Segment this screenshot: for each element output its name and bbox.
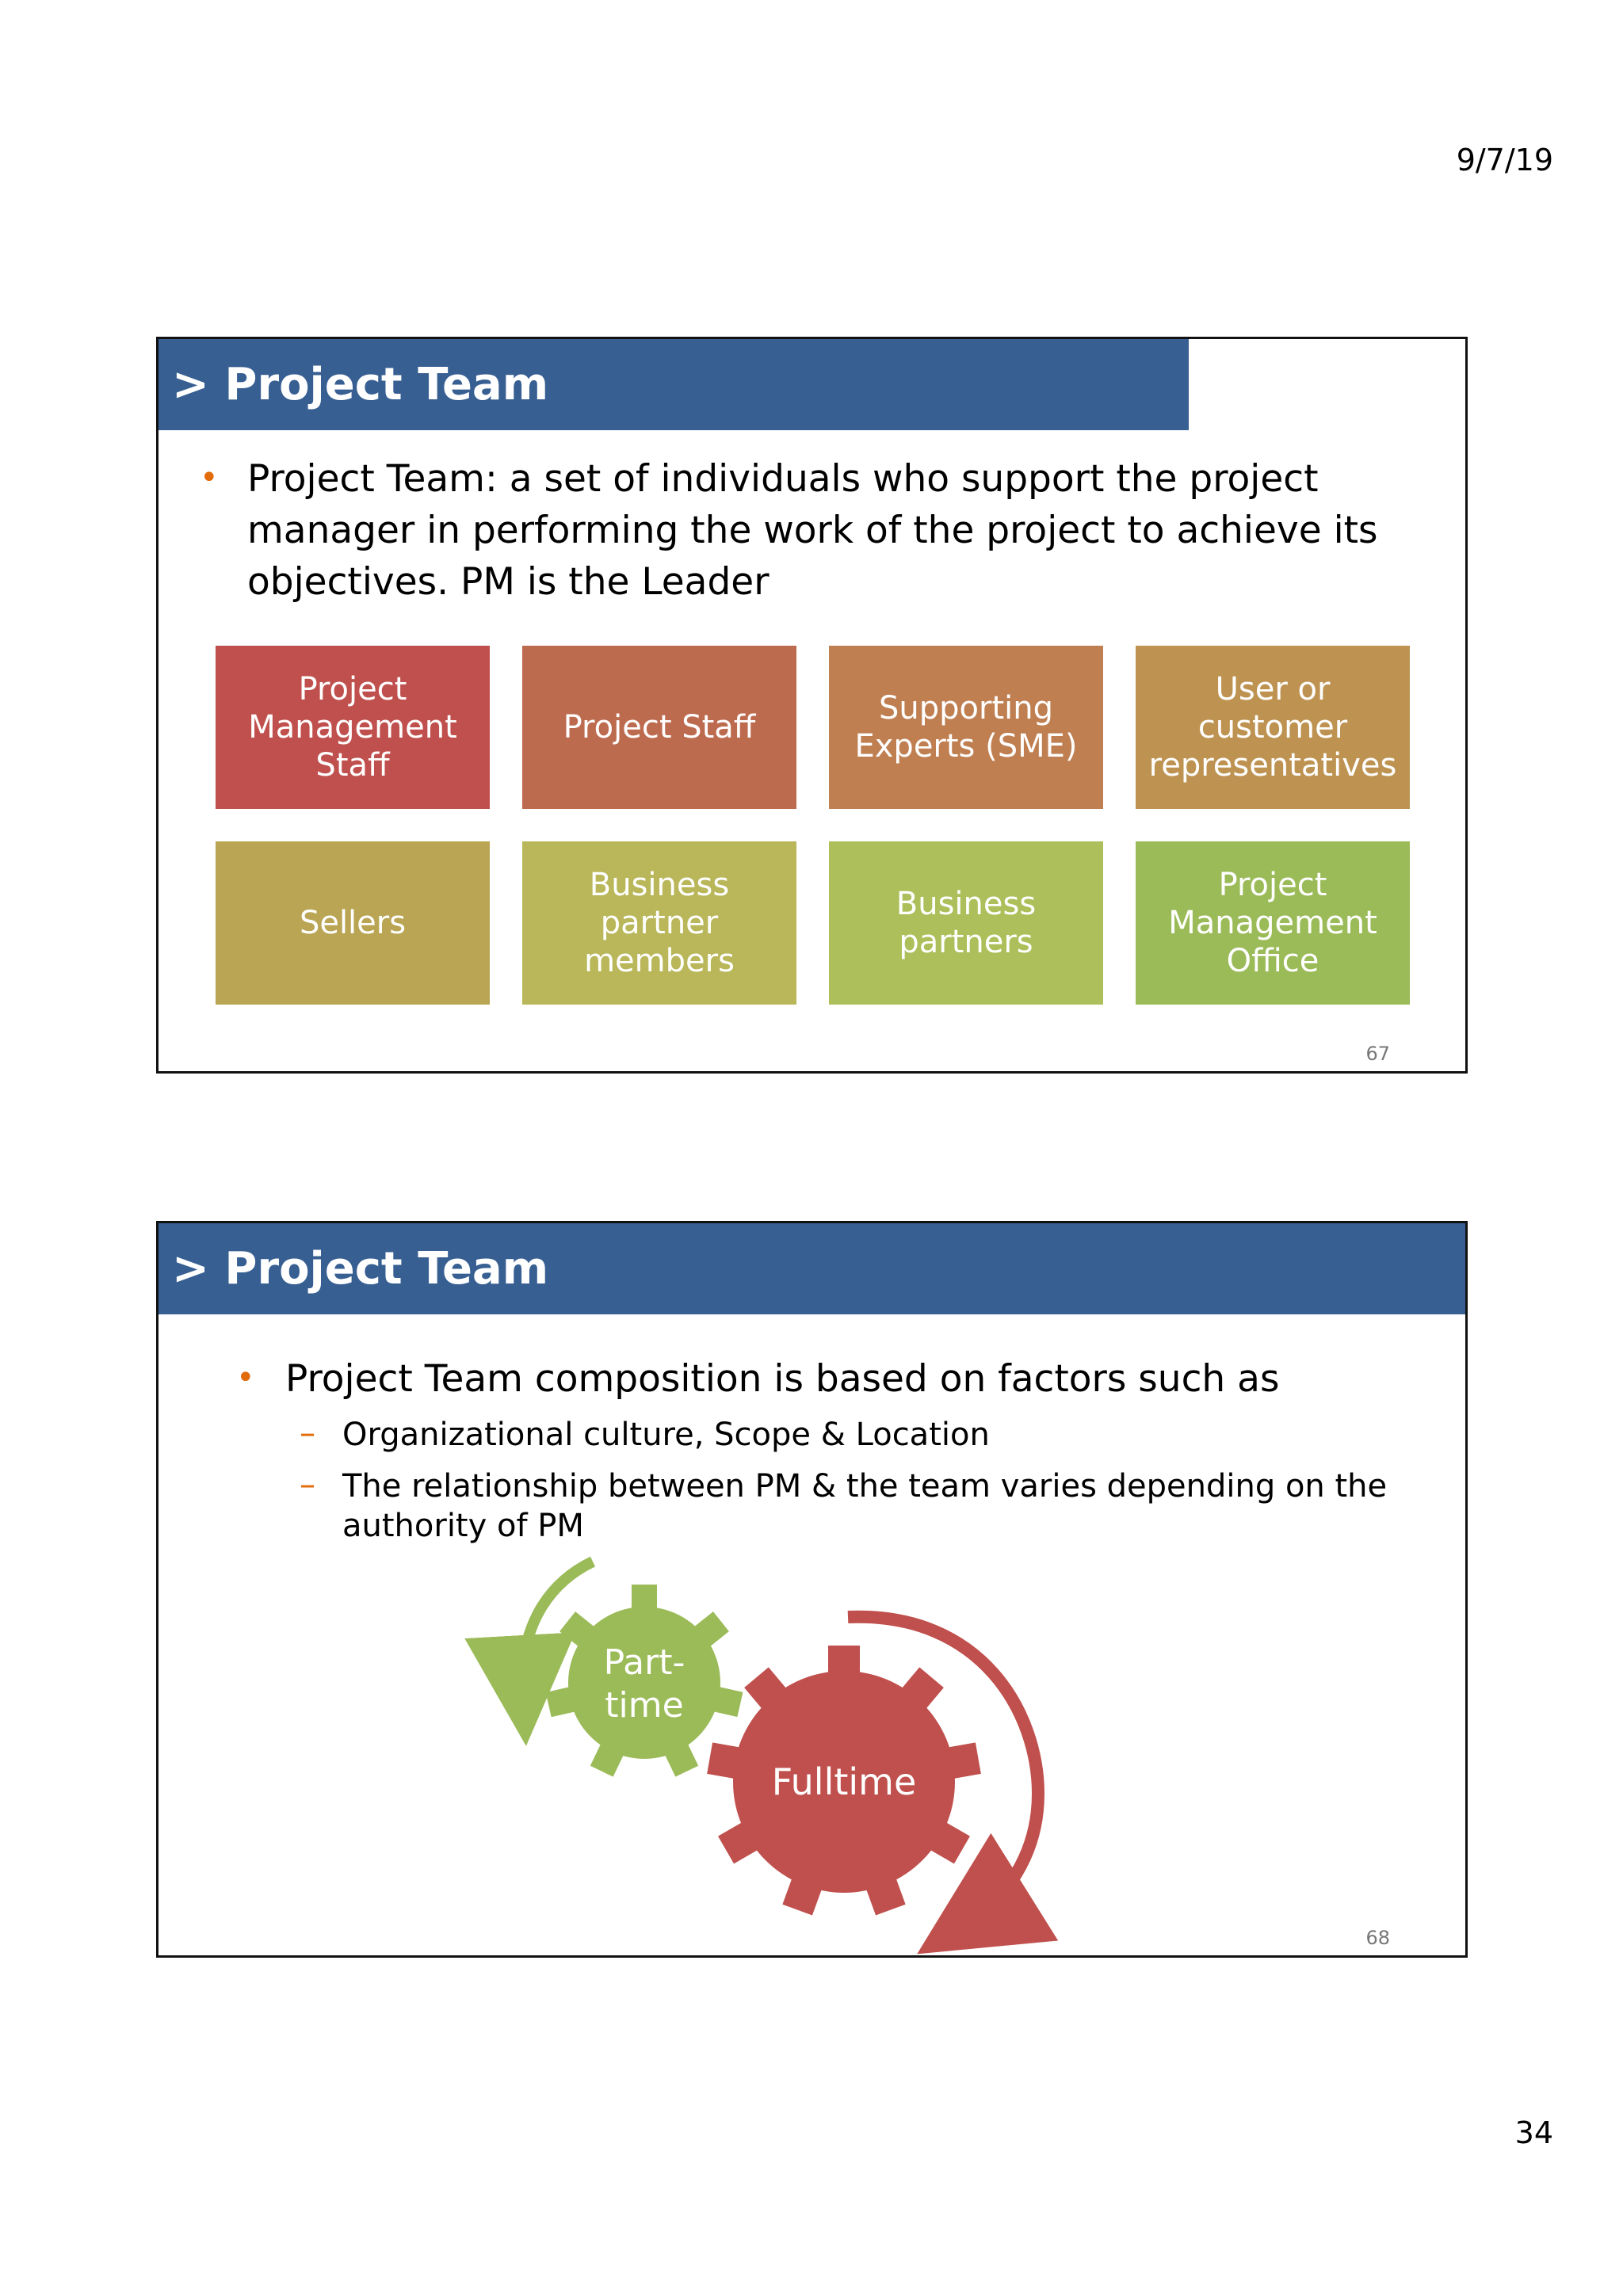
team-box (522, 646, 796, 809)
gear-label-fulltime: Fulltime (771, 1760, 917, 1803)
gear-label-parttime (565, 1642, 724, 1727)
box-label: Supporting Experts (SME) (854, 690, 1078, 765)
slide-title: > Project Team (158, 1223, 1465, 1314)
dash-icon: – (300, 1415, 315, 1451)
team-box (522, 841, 796, 1005)
box-label: Business partner members (584, 867, 735, 979)
team-box (216, 646, 490, 809)
bullet-icon: • (200, 460, 219, 496)
box-label: Project Management Office (1168, 867, 1377, 979)
team-box (829, 841, 1103, 1005)
page-date: 9/7/19 (1456, 143, 1553, 177)
team-box (1136, 646, 1410, 809)
box-label: Business partners (896, 886, 1037, 960)
box-label: User or customer representatives (1148, 671, 1397, 784)
gear-label-line: Part- (603, 1642, 685, 1683)
team-box (1136, 841, 1410, 1005)
sub-bullet: The relationship between PM & the team varies depending on the authority of PM (342, 1468, 1388, 1544)
box-label: Sellers (299, 905, 407, 941)
slide-number: 67 (1365, 1043, 1390, 1065)
slide-number: 68 (1365, 1927, 1390, 1949)
team-box (829, 646, 1103, 809)
dash-icon: – (300, 1466, 315, 1503)
team-box (216, 841, 490, 1005)
sub-bullet: Organizational culture, Scope & Location (342, 1417, 990, 1453)
slide-68 (156, 1221, 1468, 1958)
gear-label-line: time (605, 1685, 684, 1726)
gear-diagram (158, 1223, 1465, 1955)
slide-67 (156, 337, 1468, 1074)
bullet-icon: • (236, 1360, 255, 1396)
bullet-text: Project Team composition is based on factors such as (285, 1357, 1280, 1401)
bullet-text: Project Team: a set of individuals who support the project manager in performing the work of the project to achieve its objectives. PM is the Leader (247, 457, 1378, 604)
page-number: 34 (1514, 2115, 1553, 2150)
box-label: Project Management Staff (248, 671, 457, 784)
box-label: Project Staff (563, 709, 756, 746)
slide-title: > Project Team (158, 339, 1189, 430)
